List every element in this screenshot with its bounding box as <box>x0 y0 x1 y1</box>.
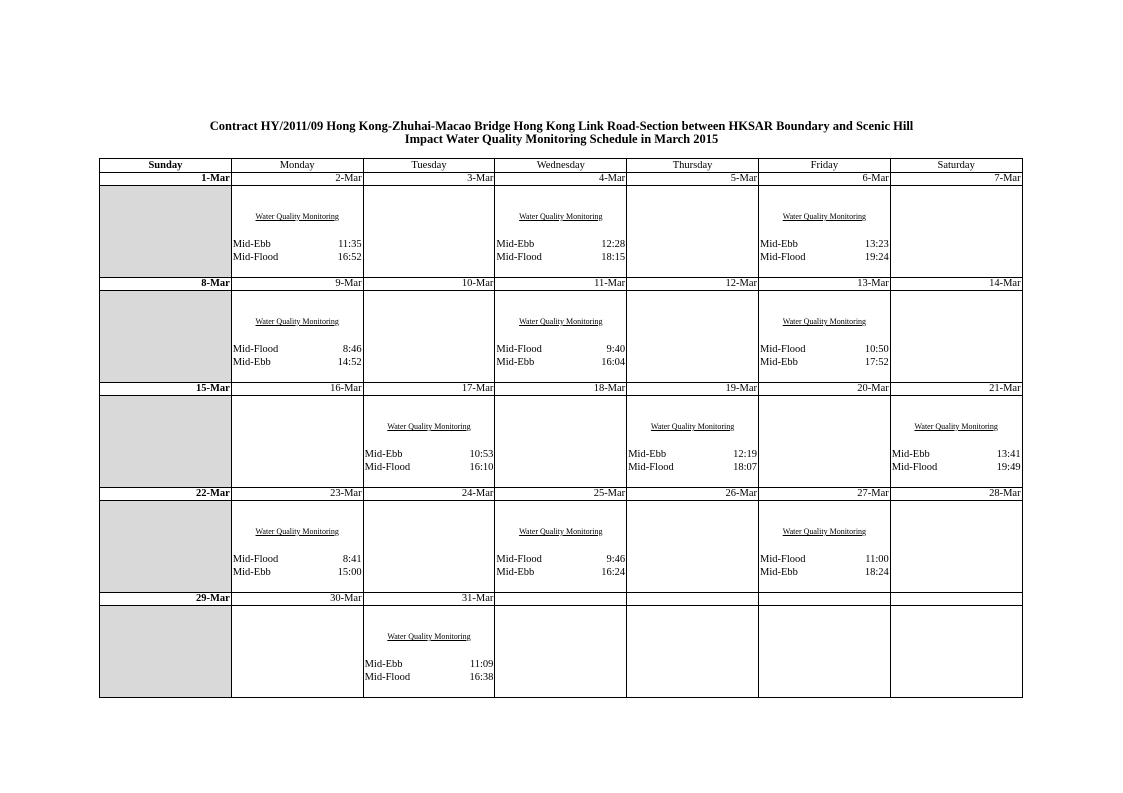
tide-entry <box>233 566 362 579</box>
date-cell <box>627 593 759 606</box>
monitoring-label: Water Quality Monitoring <box>255 212 339 221</box>
tide-time: 12:28 <box>601 239 626 250</box>
tide-time: 16:38 <box>469 672 494 683</box>
tide-label: Mid-Flood <box>759 344 806 355</box>
tide-label: Mid-Flood <box>628 462 674 473</box>
date-cell: 15-Mar <box>100 383 232 396</box>
tide-label: Mid-Ebb <box>232 357 271 368</box>
tide-label: Mid-Ebb <box>496 357 535 368</box>
tide-entry <box>628 448 757 461</box>
day-cell <box>627 396 759 488</box>
day-cell <box>495 186 627 278</box>
date-cell: 31-Mar <box>363 593 495 606</box>
day-cell <box>890 606 1022 698</box>
day-cell <box>100 501 232 593</box>
tide-label: Mid-Ebb <box>232 567 271 578</box>
date-cell: 25-Mar <box>495 488 627 501</box>
title-line-2: Impact Water Quality Monitoring Schedule in March 2015 <box>404 132 719 146</box>
day-cell <box>758 291 890 383</box>
weekday-header: Thursday <box>627 159 759 173</box>
tide-entry <box>496 238 625 251</box>
day-cell <box>231 396 363 488</box>
date-cell: 12-Mar <box>627 278 759 291</box>
tide-label: Mid-Flood <box>496 554 542 565</box>
day-cell <box>231 501 363 593</box>
tide-entry <box>760 553 889 566</box>
tide-entry <box>892 448 1021 461</box>
date-cell <box>890 593 1022 606</box>
day-cell <box>363 501 495 593</box>
day-cell <box>890 396 1022 488</box>
day-cell <box>495 291 627 383</box>
day-cell <box>890 186 1022 278</box>
tide-label: Mid-Flood <box>232 554 279 565</box>
tide-label: Mid-Ebb <box>364 449 403 460</box>
day-cell <box>627 606 759 698</box>
day-cell <box>363 606 495 698</box>
monitoring-label: Water Quality Monitoring <box>519 317 603 326</box>
tide-label: Mid-Ebb <box>628 449 667 460</box>
week-row <box>100 501 1023 593</box>
tide-label: Mid-Flood <box>364 462 411 473</box>
tide-time: 14:52 <box>337 357 362 368</box>
date-cell: 23-Mar <box>231 488 363 501</box>
date-cell: 5-Mar <box>627 173 759 186</box>
tide-entry <box>496 566 625 579</box>
tide-entry <box>496 251 625 264</box>
monitoring-label: Water Quality Monitoring <box>782 527 867 536</box>
date-row <box>100 278 1023 291</box>
week-row <box>100 186 1023 278</box>
day-cell <box>890 291 1022 383</box>
tide-label: Mid-Ebb <box>759 239 798 250</box>
tide-time: 16:24 <box>601 567 626 578</box>
date-row <box>100 173 1023 186</box>
weekday-header: Friday <box>758 159 890 173</box>
tide-time: 16:52 <box>337 252 362 263</box>
tide-label: Mid-Flood <box>891 462 938 473</box>
title-line-1: Contract HY/2011/09 Hong Kong-Zhuhai-Macao Bridge Hong Kong Link Road-Section between HKSAR Boundary and Scenic Hill <box>209 119 914 133</box>
tide-entry <box>496 553 625 566</box>
tide-time: 11:35 <box>338 239 362 250</box>
tide-label: Mid-Flood <box>496 252 542 263</box>
date-cell: 18-Mar <box>495 383 627 396</box>
monitoring-label: Water Quality Monitoring <box>387 632 471 641</box>
tide-entry <box>760 343 889 356</box>
tide-label: Mid-Ebb <box>232 239 271 250</box>
tide-label: Mid-Flood <box>759 252 806 263</box>
date-cell: 10-Mar <box>363 278 495 291</box>
monitoring-label: Water Quality Monitoring <box>255 527 339 536</box>
tide-time: 19:24 <box>864 252 889 263</box>
tide-entry <box>365 461 494 474</box>
date-cell: 8-Mar <box>100 278 232 291</box>
weekday-header: Monday <box>231 159 363 173</box>
monitoring-label: Water Quality Monitoring <box>519 527 603 536</box>
date-cell: 20-Mar <box>758 383 890 396</box>
tide-entry <box>365 671 494 684</box>
tide-entry <box>233 238 362 251</box>
day-cell <box>100 606 232 698</box>
tide-time: 18:24 <box>864 567 889 578</box>
day-cell <box>231 186 363 278</box>
date-row <box>100 593 1023 606</box>
tide-time: 9:40 <box>606 344 626 355</box>
date-cell: 13-Mar <box>758 278 890 291</box>
date-cell: 27-Mar <box>758 488 890 501</box>
weekday-header: Tuesday <box>363 159 495 173</box>
day-cell <box>100 186 232 278</box>
day-cell <box>231 606 363 698</box>
tide-entry <box>233 356 362 369</box>
tide-time: 10:50 <box>864 344 889 355</box>
tide-label: Mid-Flood <box>759 554 806 565</box>
tide-entry <box>365 448 494 461</box>
monitoring-label: Water Quality Monitoring <box>782 212 867 221</box>
tide-entry <box>233 343 362 356</box>
day-cell <box>363 291 495 383</box>
tide-time: 18:15 <box>601 252 626 263</box>
day-cell <box>758 396 890 488</box>
tide-entry <box>628 461 757 474</box>
tide-time: 18:07 <box>733 462 757 473</box>
tide-entry <box>760 251 889 264</box>
tide-time: 15:00 <box>337 567 362 578</box>
day-cell <box>231 291 363 383</box>
tide-time: 11:00 <box>865 554 889 565</box>
monitoring-label: Water Quality Monitoring <box>519 212 603 221</box>
tide-entry <box>892 461 1021 474</box>
week-row <box>100 291 1023 383</box>
day-cell <box>363 396 495 488</box>
day-cell <box>100 396 232 488</box>
tide-time: 9:46 <box>606 554 626 565</box>
week-row <box>100 396 1023 488</box>
tide-entry <box>233 251 362 264</box>
tide-entry <box>496 343 625 356</box>
tide-time: 8:46 <box>342 344 362 355</box>
day-cell <box>758 501 890 593</box>
day-cell <box>758 186 890 278</box>
tide-time: 16:04 <box>601 357 626 368</box>
date-cell: 1-Mar <box>100 173 232 186</box>
day-cell <box>495 501 627 593</box>
tide-time: 13:23 <box>864 239 889 250</box>
weekday-header: Saturday <box>890 159 1022 173</box>
date-cell <box>495 593 627 606</box>
date-cell: 9-Mar <box>231 278 363 291</box>
tide-entry <box>496 356 625 369</box>
tide-label: Mid-Ebb <box>496 239 535 250</box>
tide-time: 19:49 <box>996 462 1021 473</box>
day-cell <box>758 606 890 698</box>
tide-label: Mid-Ebb <box>759 567 798 578</box>
tide-label: Mid-Ebb <box>759 357 798 368</box>
tide-time: 13:41 <box>996 449 1021 460</box>
date-cell: 17-Mar <box>363 383 495 396</box>
date-cell: 29-Mar <box>100 593 232 606</box>
monitoring-label: Water Quality Monitoring <box>650 422 735 431</box>
tide-label: Mid-Flood <box>364 672 411 683</box>
weekday-header: Sunday <box>100 159 232 173</box>
tide-time: 17:52 <box>864 357 889 368</box>
tide-label: Mid-Flood <box>496 344 542 355</box>
tide-label: Mid-Ebb <box>364 659 403 670</box>
tide-time: 10:53 <box>469 449 494 460</box>
day-cell <box>890 501 1022 593</box>
monitoring-label: Water Quality Monitoring <box>387 422 471 431</box>
date-row <box>100 383 1023 396</box>
date-cell: 19-Mar <box>627 383 759 396</box>
tide-entry <box>760 356 889 369</box>
day-cell <box>495 396 627 488</box>
date-cell: 3-Mar <box>363 173 495 186</box>
tide-entry <box>760 238 889 251</box>
tide-entry <box>365 658 494 671</box>
monitoring-calendar <box>99 158 1023 698</box>
date-cell: 7-Mar <box>890 173 1022 186</box>
day-cell <box>627 501 759 593</box>
tide-label: Mid-Ebb <box>496 567 535 578</box>
date-row <box>100 488 1023 501</box>
tide-label: Mid-Flood <box>232 252 279 263</box>
day-cell <box>495 606 627 698</box>
date-cell: 26-Mar <box>627 488 759 501</box>
day-cell <box>363 186 495 278</box>
week-row <box>100 606 1023 698</box>
date-cell: 2-Mar <box>231 173 363 186</box>
tide-time: 8:41 <box>342 554 362 565</box>
day-cell <box>627 186 759 278</box>
date-cell: 28-Mar <box>890 488 1022 501</box>
tide-label: Mid-Flood <box>232 344 279 355</box>
date-cell: 6-Mar <box>758 173 890 186</box>
weekday-header-row <box>100 159 1023 173</box>
date-cell <box>758 593 890 606</box>
date-cell: 30-Mar <box>231 593 363 606</box>
date-cell: 11-Mar <box>495 278 627 291</box>
date-cell: 21-Mar <box>890 383 1022 396</box>
monitoring-label: Water Quality Monitoring <box>914 422 998 431</box>
date-cell: 22-Mar <box>100 488 232 501</box>
tide-entry <box>760 566 889 579</box>
page-title <box>0 120 1123 146</box>
tide-time: 11:09 <box>469 659 494 670</box>
weekday-header: Wednesday <box>495 159 627 173</box>
tide-entry <box>233 553 362 566</box>
monitoring-label: Water Quality Monitoring <box>782 317 867 326</box>
date-cell: 14-Mar <box>890 278 1022 291</box>
day-cell <box>627 291 759 383</box>
tide-time: 12:19 <box>733 449 757 460</box>
tide-label: Mid-Ebb <box>891 449 930 460</box>
date-cell: 16-Mar <box>231 383 363 396</box>
monitoring-label: Water Quality Monitoring <box>255 317 339 326</box>
day-cell <box>100 291 232 383</box>
date-cell: 24-Mar <box>363 488 495 501</box>
tide-time: 16:10 <box>469 462 494 473</box>
date-cell: 4-Mar <box>495 173 627 186</box>
